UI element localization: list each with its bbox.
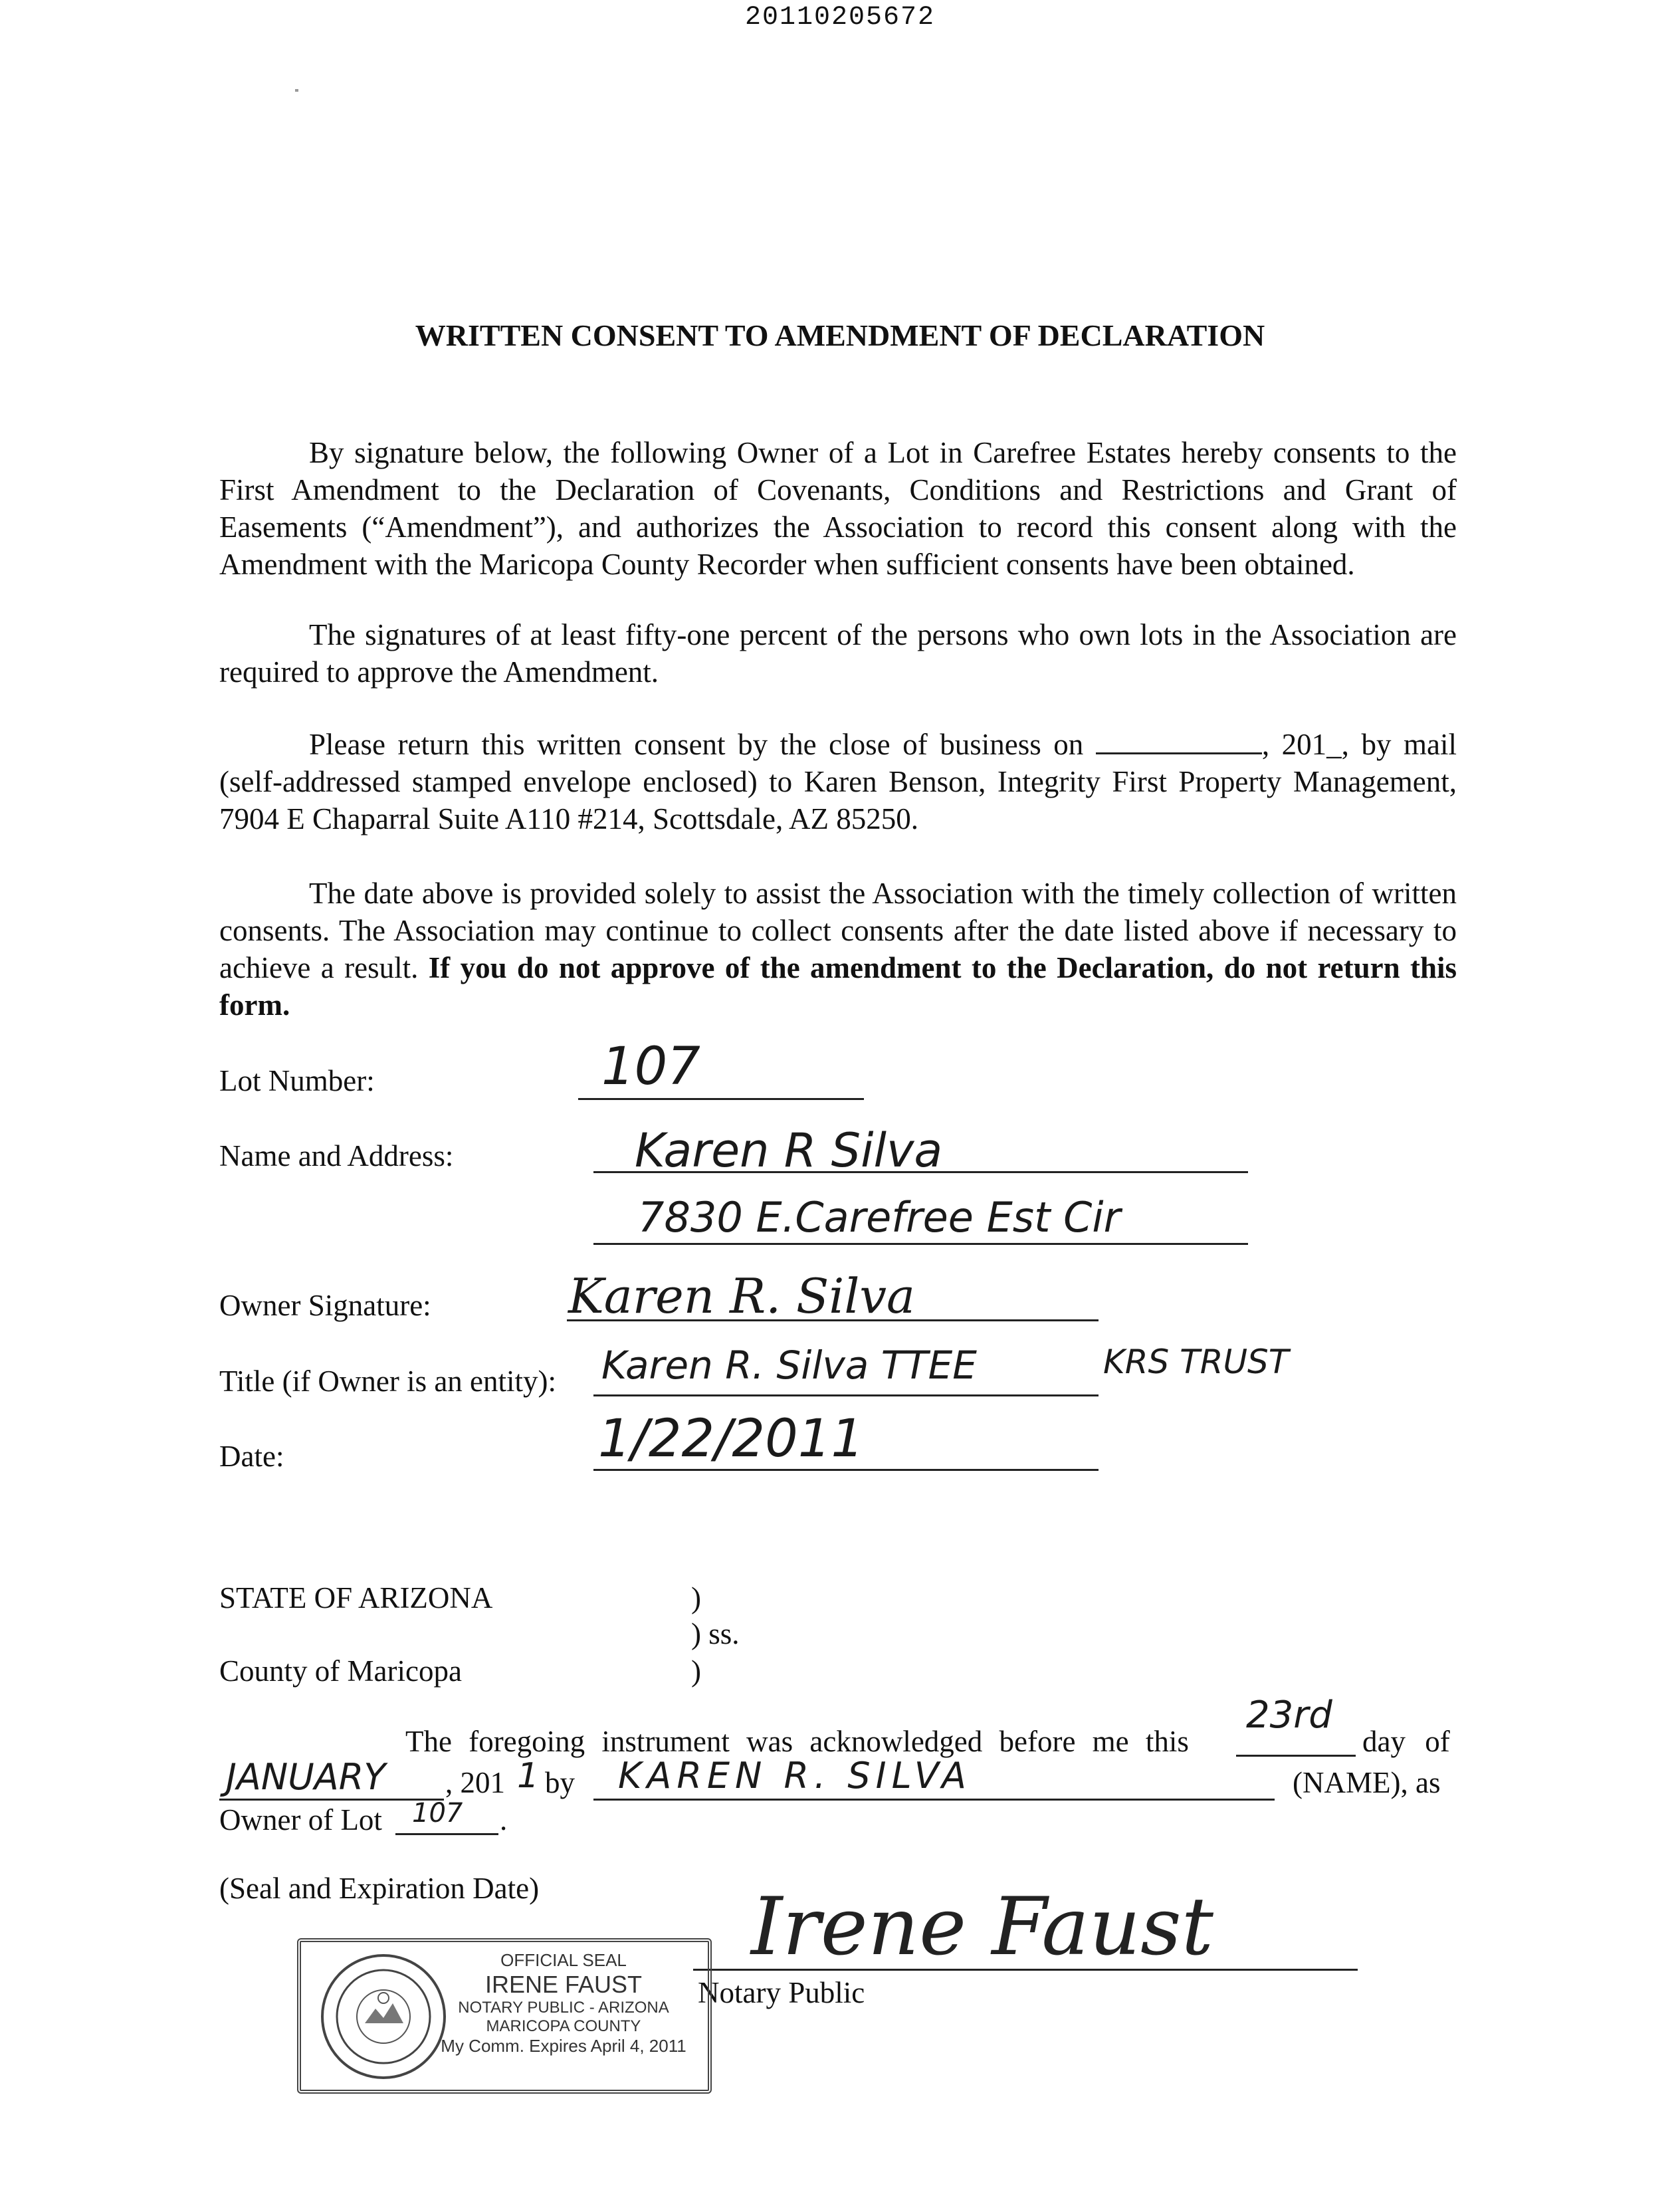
return-date-blank[interactable] <box>1096 732 1262 754</box>
owner-of-lot-period: . <box>500 1803 508 1836</box>
address-value[interactable]: 7830 E.Carefree Est Cir <box>638 1193 1121 1242</box>
date-note-text: The date above is provided solely to assist the Association with the timely collection of written consents. The Association may continue to collect consents after the date listed above if necessary to achieve a result. <box>219 877 1457 984</box>
scan-speck <box>295 89 298 92</box>
notary-public-label: Notary Public <box>698 1976 865 2009</box>
lot-number-line <box>578 1098 864 1100</box>
signatures-paragraph <box>219 616 1457 691</box>
month-value[interactable]: JANUARY <box>226 1756 386 1798</box>
ss-label: ) ss. <box>691 1617 740 1650</box>
by-label: by <box>545 1766 575 1799</box>
lot-number-value[interactable]: 107 <box>601 1037 700 1097</box>
date-label: Date: <box>219 1440 284 1473</box>
return-text-a: Please return this written consent by the close of business on <box>309 728 1084 761</box>
title-value[interactable]: Karen R. Silva TTEE <box>601 1343 977 1388</box>
day-line <box>1236 1755 1356 1757</box>
name-value[interactable]: Karen R Silva <box>635 1123 943 1178</box>
consent-paragraph <box>219 434 1457 583</box>
title-line <box>593 1394 1099 1396</box>
document-number: 20110205672 <box>744 3 936 33</box>
acknowledgment-text: The foregoing instrument was acknowledged before me this <box>405 1725 1189 1758</box>
seal-notary-state: NOTARY PUBLIC - ARIZONA <box>458 1999 669 2017</box>
day-value[interactable]: 23rd <box>1246 1694 1332 1737</box>
seal-text-block <box>424 1950 703 2056</box>
seal-official: OFFICIAL SEAL <box>500 1950 627 1970</box>
name-as-label: (NAME), as <box>1293 1766 1441 1799</box>
seal-expiration: My Comm. Expires April 4, 2011 <box>441 2036 686 2056</box>
state-label: STATE OF ARIZONA <box>219 1581 493 1614</box>
name-address-label: Name and Address: <box>219 1139 454 1172</box>
state-paren: ) <box>691 1581 701 1614</box>
county-paren: ) <box>691 1654 701 1688</box>
owner-signature-label: Owner Signature: <box>219 1289 431 1322</box>
document-title: WRITTEN CONSENT TO AMENDMENT OF DECLARATION <box>415 318 1265 352</box>
year-digit[interactable]: 1 <box>517 1756 540 1796</box>
date-line <box>593 1469 1099 1471</box>
official-seal-stamp <box>297 1938 712 2094</box>
notary-name-line <box>593 1799 1275 1801</box>
notary-name-value[interactable]: KAREN R. SILVA <box>618 1755 972 1797</box>
day-of-label: day of <box>1362 1725 1450 1758</box>
date-value[interactable]: 1/22/2011 <box>598 1409 864 1469</box>
owner-of-lot-label: Owner of Lot <box>219 1803 382 1836</box>
title-label: Title (if Owner is an entity): <box>219 1365 557 1398</box>
return-paragraph <box>219 726 1457 837</box>
month-line <box>219 1799 444 1801</box>
seal-expiration-label: (Seal and Expiration Date) <box>219 1872 540 1905</box>
lot-number-label: Lot Number: <box>219 1064 375 1097</box>
county-label: County of Maricopa <box>219 1654 462 1688</box>
notary-signature[interactable]: Irene Faust <box>751 1881 1213 1973</box>
owner-of-lot-value[interactable]: 107 <box>412 1798 463 1828</box>
address-line <box>593 1243 1248 1245</box>
year-prefix: , 201 <box>445 1766 505 1799</box>
title-extra-value[interactable]: KRS TRUST <box>1103 1343 1289 1381</box>
seal-notary-name: IRENE FAUST <box>484 1971 643 1998</box>
do-not-return-warning: If you do not approve of the amendment to the Declaration, do not return this form. <box>219 951 1457 1022</box>
seal-county: MARICOPA COUNTY <box>486 2017 641 2035</box>
consent-text: By signature below, the following Owner of a Lot in Carefree Estates hereby consents to the First Amendment to the Declaration of Covenants, Conditions and Restrictions and Grant of Easements (“Amendment”), and authorizes the Association to record this consent along with the Amendment with the Maricopa County Recorder when sufficient consents have been obtained. <box>219 436 1457 581</box>
signatures-text: The signatures of at least fifty-one percent of the persons who own lots in the Association are required to approve the Amendment. <box>219 618 1457 689</box>
owner-signature-value[interactable]: Karen R. Silva <box>568 1268 915 1324</box>
return-text-b: , 201_, by mail (self-addressed stamped envelope enclosed) to Karen Benson, Integrity First Property Management, 7904 E Chaparral Suite A110 #214, Scottsdale, AZ 85250. <box>219 728 1457 835</box>
date-note-paragraph <box>219 875 1457 1024</box>
owner-of-lot-line <box>395 1833 498 1835</box>
